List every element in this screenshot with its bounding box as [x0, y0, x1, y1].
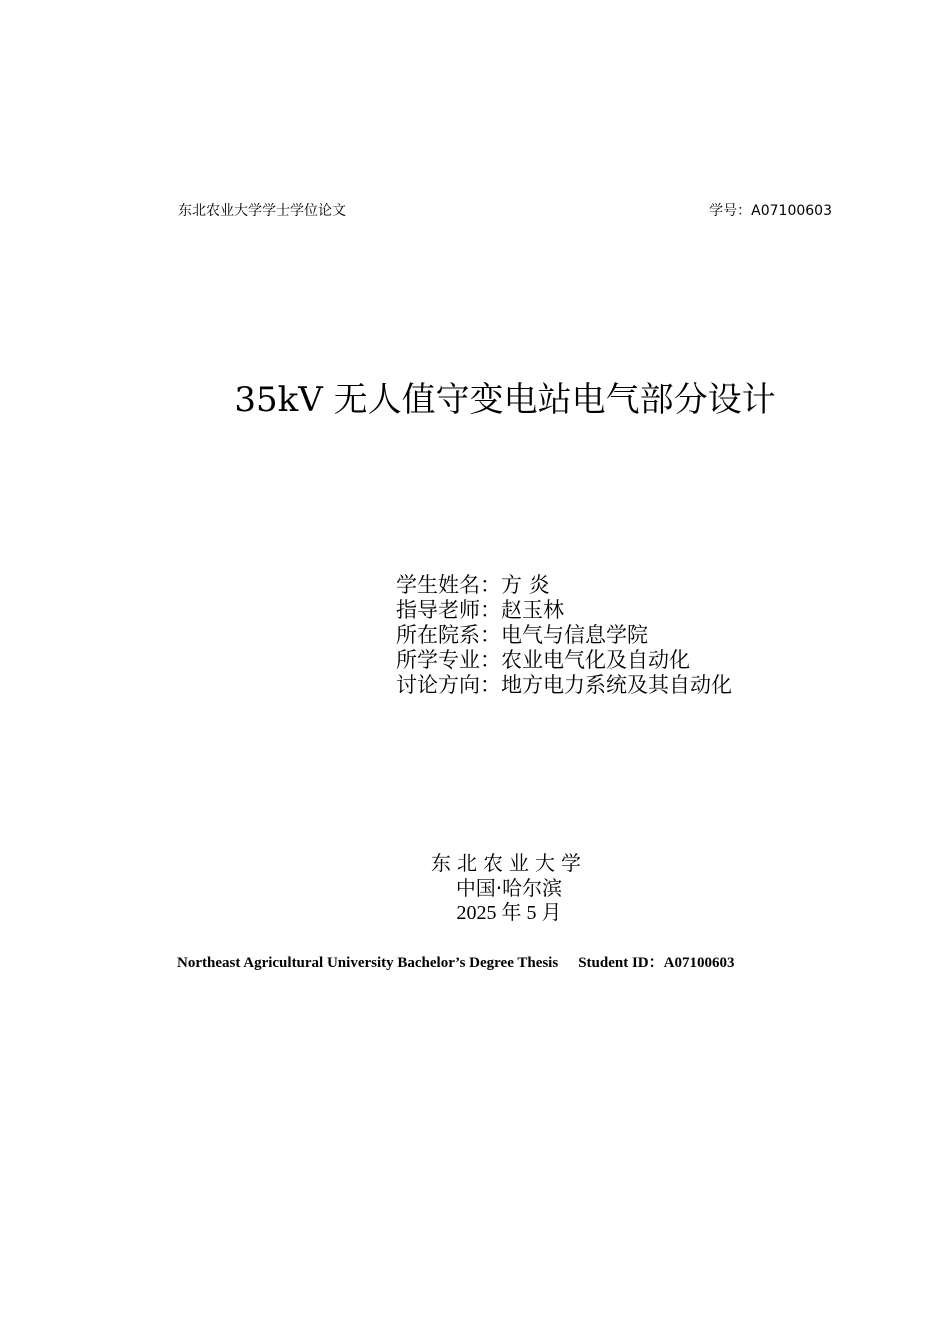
student-info-block — [396, 573, 732, 698]
footer-block — [0, 851, 950, 926]
footer-date: 2025 年 5 月 — [456, 902, 562, 924]
header-student-number: 学号：A07100603 — [709, 203, 832, 219]
english-student-id: Student ID：A07100603 — [578, 955, 735, 971]
info-advisor: 指导老师：赵玉林 — [396, 598, 564, 622]
info-department: 所在院系：电气与信息学院 — [396, 623, 648, 647]
footer-city: 中国·哈尔滨 — [455, 876, 563, 900]
footer-university: 东北农业大学 — [431, 851, 587, 875]
info-major: 所学专业：农业电气化及自动化 — [396, 648, 690, 672]
header-thesis-label: 东北农业大学学士学位论文 — [178, 203, 346, 219]
info-research-direction: 讨论方向：地方电力系统及其自动化 — [396, 673, 732, 697]
english-thesis-line — [177, 954, 734, 972]
thesis-title: 35kV 无人值守变电站电气部分设计 — [234, 380, 776, 420]
info-student-name: 学生姓名：方 炎 — [396, 573, 550, 597]
english-thesis-label: Northeast Agricultural University Bachelor’s Degree Thesis — [177, 955, 559, 971]
